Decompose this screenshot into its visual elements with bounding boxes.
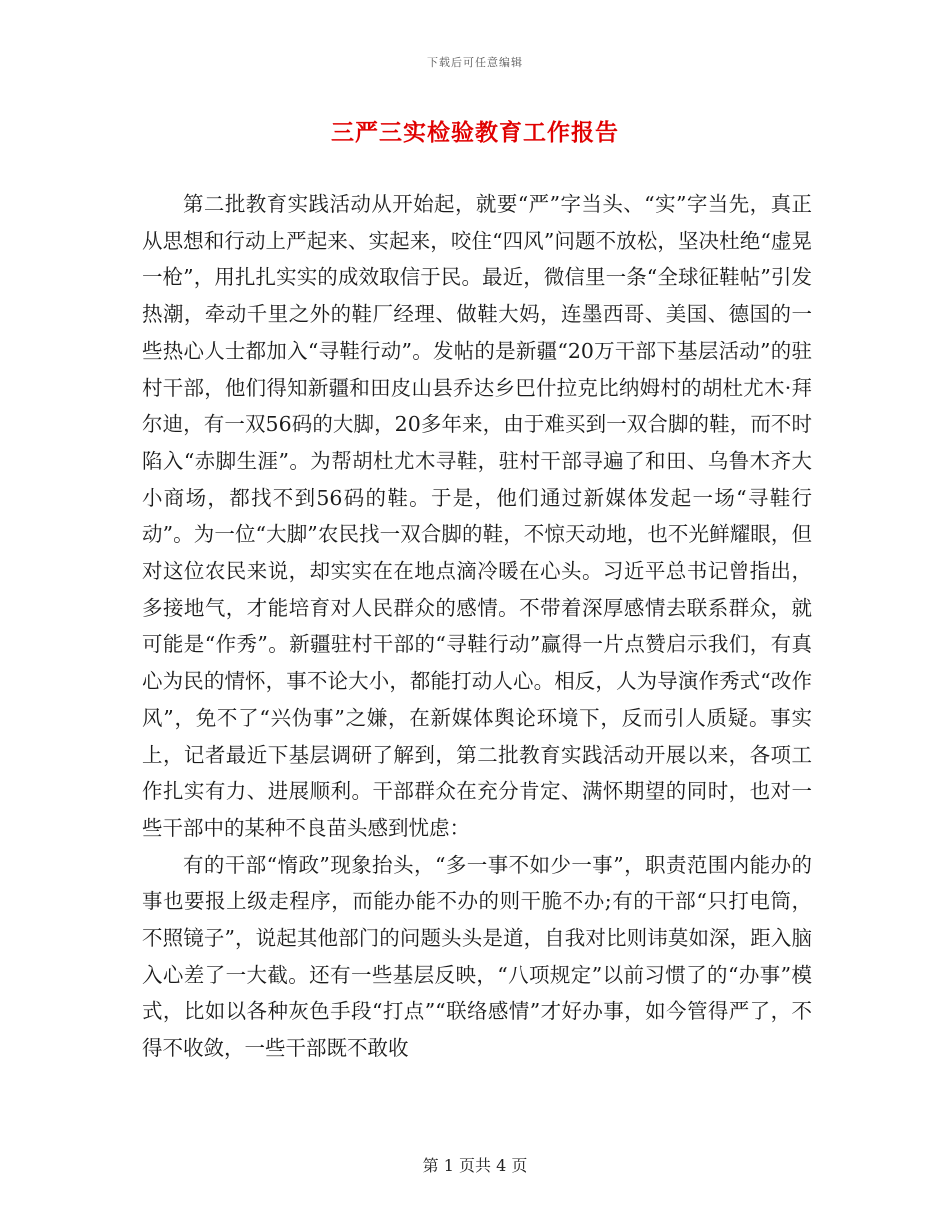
header-note: 下载后可任意编辑 [427,56,523,69]
document-title: 三严三实检验教育工作报告 [331,119,619,146]
document-body [142,186,812,1067]
page-indicator: 第 1 页共 4 页 [422,1156,528,1175]
paragraph: 第二批教育实践活动从开始起，就要“严”字当头、“实”字当先，真正从思想和行动上严起来、实起来，咬住“四风”问题不放松，坚决杜绝“虚晃一枪”，用扎扎实实的成效取信于民。最近，微信里一条“全球征鞋帖”引发热潮，牵动千里之外的鞋厂经理、做鞋大妈，连墨西哥、美国、德国的一些热心人士都加入“寻鞋行动”。发帖的是新疆“20万干部下基层活动”的驻村干部，他们得知新疆和田皮山县乔达乡巴什拉克比纳姆村的胡杜尤木·拜尔迪，有一双56码的大脚，20多年来，由于难买到一双合脚的鞋，而不时陷入“赤脚生涯”。为帮胡杜尤木寻鞋，驻村干部寻遍了和田、乌鲁木齐大小商场，都找不到56码的鞋。于是，他们通过新媒体发起一场“寻鞋行动”。为一位“大脚”农民找一双合脚的鞋，不惊天动地，也不光鲜耀眼，但对这位农民来说，却实实在在地点滴冷暖在心头。习近平总书记曾指出，多接地气，才能培育对人民群众的感情。不带着深厚感情去联系群众，就可能是“作秀”。新疆驻村干部的“寻鞋行动”赢得一片点赞启示我们，有真心为民的情怀，事不论大小，都能打动人心。相反，人为导演作秀式“改作风”，免不了“兴伪事”之嫌，在新媒体舆论环境下，反而引人质疑。事实上，记者最近下基层调研了解到，第二批教育实践活动开展以来，各项工作扎实有力、进展顺利。干部群众在充分肯定、满怀期望的同时，也对一些干部中的某种不良苗头感到忧虑： [142,192,812,840]
paragraph: 有的干部“惰政”现象抬头，“多一事不如少一事”，职责范围内能办的事也要报上级走程序，而能办能不办的则干脆不办;有的干部“只打电筒，不照镜子”，说起其他部门的问题头头是道，自我对比则讳莫如深，距入脑入心差了一大截。还有一些基层反映，“八项规定”以前习惯了的“办事”模式，比如以各种灰色手段“打点”“联络感情”才好办事，如今管得严了，不得不收敛，一些干部既不敢收 [142,852,812,1061]
